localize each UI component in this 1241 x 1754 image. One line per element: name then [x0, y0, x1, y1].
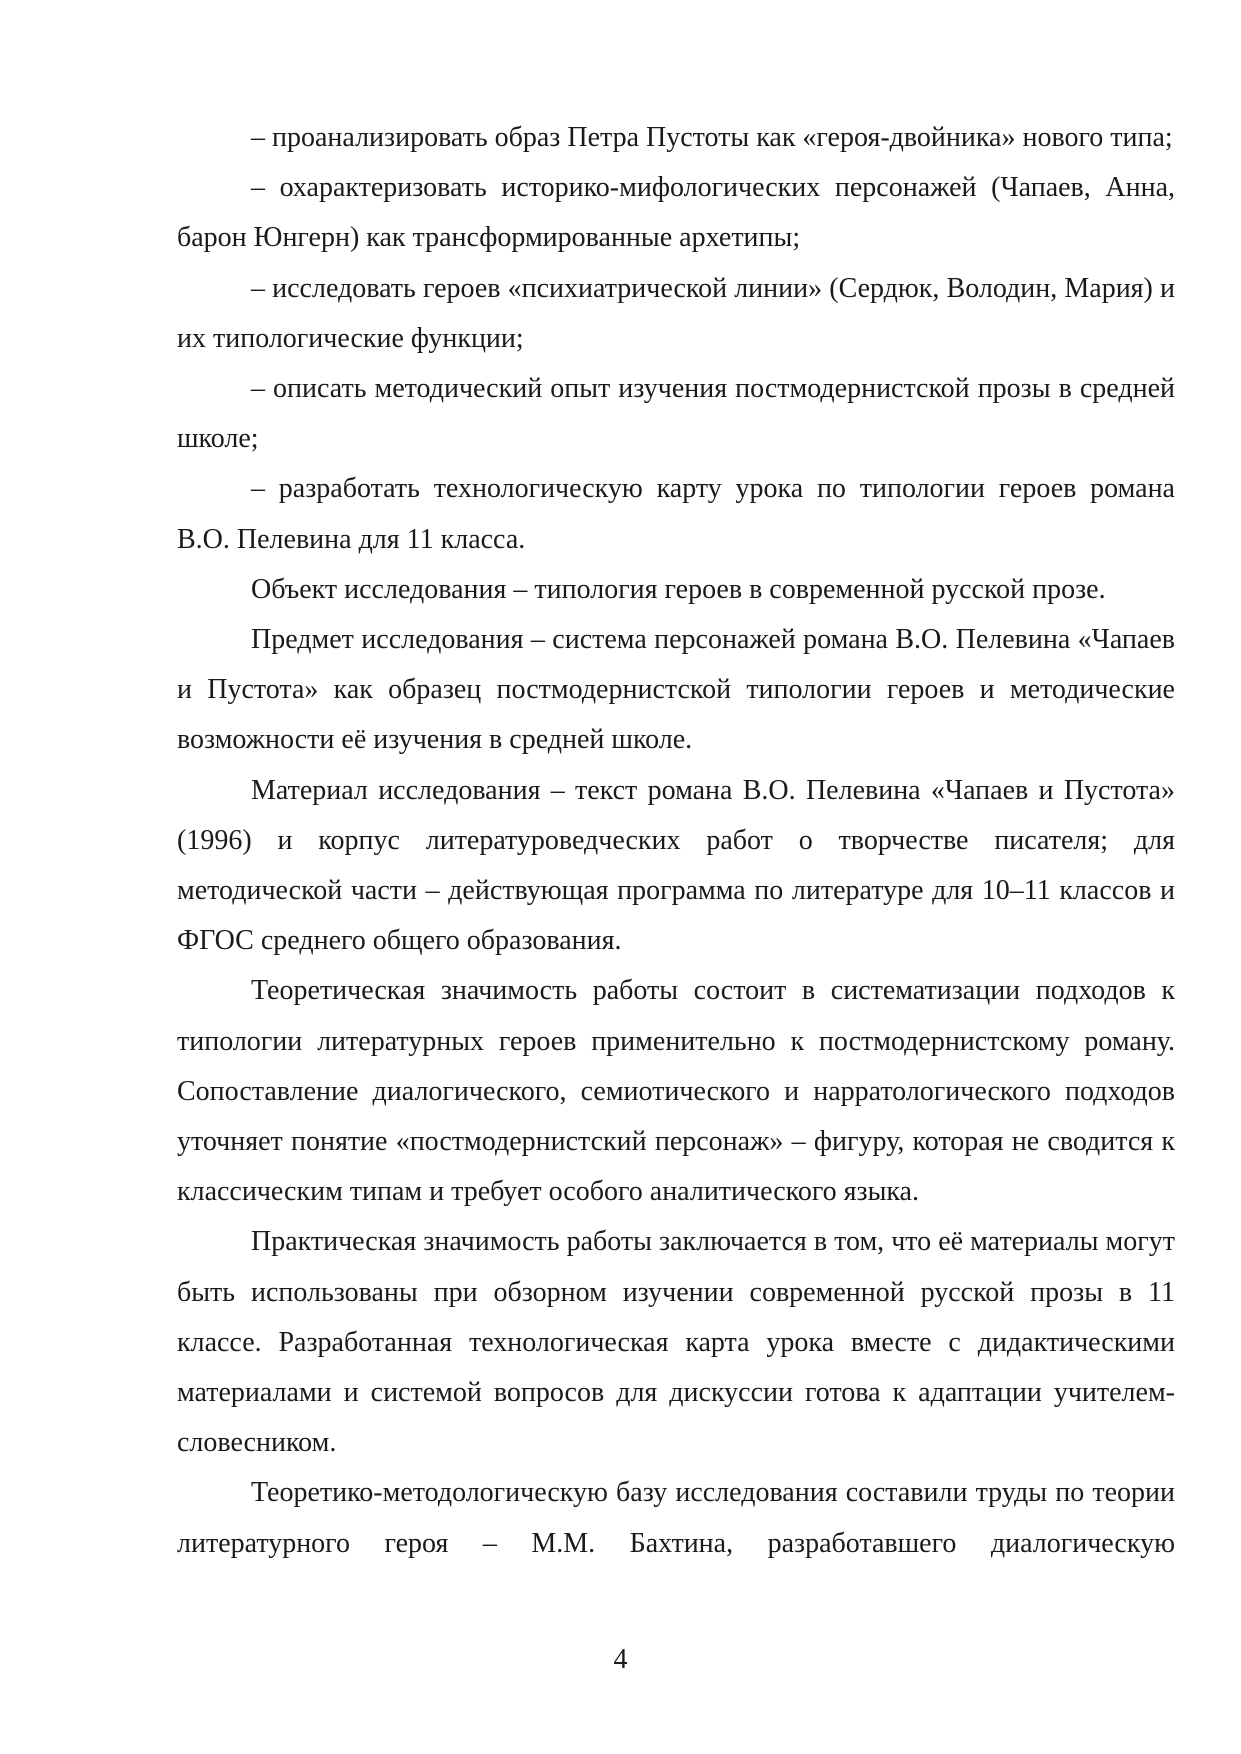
task-list-item-method-experience: – описать методический опыт изучения постмодернистской прозы в средней школе; [177, 373, 1175, 455]
research-subject-paragraph: Предмет исследования – система персонажей романа В.О. Пелевина «Чапаев и Пустота» как образец постмодернистской типологии героев и методические возможности её изучения в средней школе. [177, 624, 1175, 756]
task-list-item-archetypes: – охарактеризовать историко-мифологических персонажей (Чапаев, Анна, барон Юнгерн) как трансформированные архетипы; [177, 172, 1175, 254]
task-list-item-hero-double: – проанализировать образ Петра Пустоты как «героя-двойника» нового типа; [251, 122, 1173, 153]
methodology-base-paragraph: Теоретико-методологическую базу исследования составили труды по теории литературного героя – М.М. Бахтина, разработавшего диалогическую [177, 1477, 1175, 1559]
practical-significance-paragraph: Практическая значимость работы заключается в том, что её материалы могут быть использованы при обзорном изучении современной русской прозы в 11 классе. Разработанная технологическая карта урока вместе с дидактическими материалами и системой вопросов для дискуссии готова к адаптации учителем-словесником. [177, 1226, 1175, 1459]
task-list-item-psychiatric-line: – исследовать героев «психиатрической линии» (Сердюк, Володин, Мария) и их типологические функции; [177, 272, 1175, 354]
research-material-paragraph: Материал исследования – текст романа В.О. Пелевина «Чапаев и Пустота» (1996) и корпус литературоведческих работ о творчестве писателя; для методической части – действующая программа по литературе для 10–11 классов и ФГОС среднего общего образования. [177, 774, 1175, 957]
theoretical-significance-paragraph: Теоретическая значимость работы состоит в систематизации подходов к типологии литературных героев применительно к постмодернистскому роману. Сопоставление диалогического, семиотического и нарратологического подходов уточняет понятие «постмодернистский персонаж» – фигуру, которая не сводится к классическим типам и требует особого аналитического языка. [177, 975, 1175, 1208]
task-list-item-lesson-map: – разработать технологическую карту урока по типологии героев романа В.О. Пелевина для 11 класса. [177, 473, 1175, 555]
page-number: 4 [613, 1644, 628, 1675]
research-object-paragraph: Объект исследования – типология героев в современной русской прозе. [251, 573, 1106, 605]
document-body [177, 113, 1175, 1569]
